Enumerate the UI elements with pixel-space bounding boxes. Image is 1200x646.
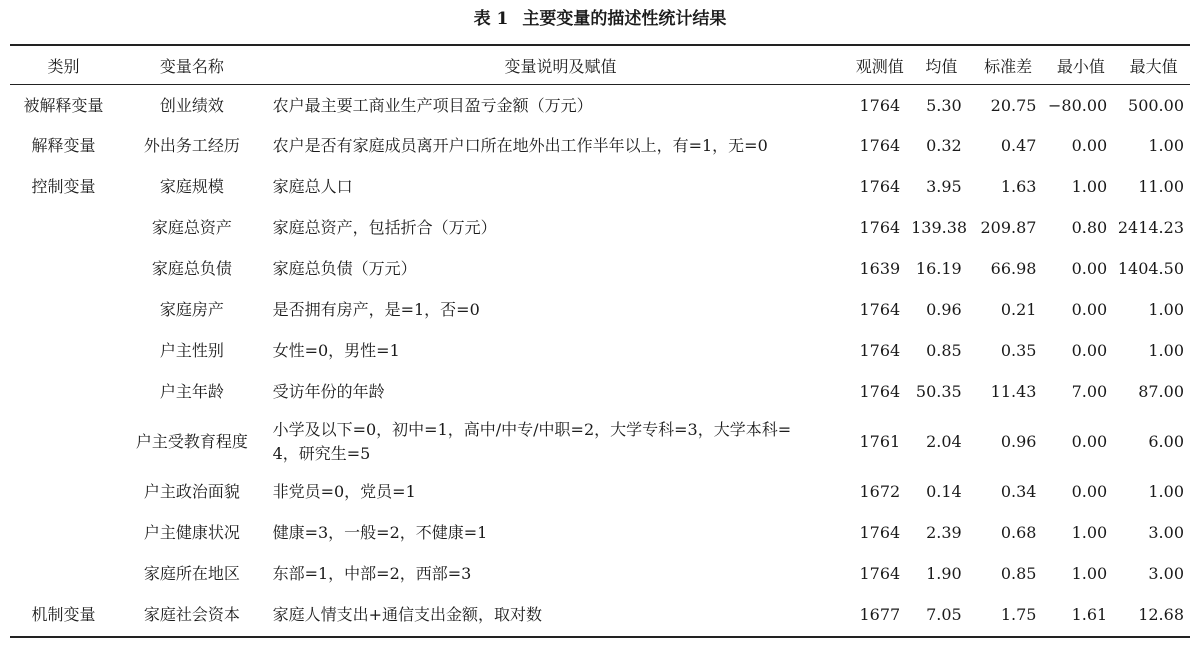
cell-obs: 1764 (859, 340, 901, 360)
cell-mean: 2.39 (926, 522, 962, 542)
cell-mean: 0.96 (926, 299, 962, 319)
cell-mean: 3.95 (926, 176, 962, 196)
cell-obs: 1764 (859, 522, 901, 542)
cell-min: 1.61 (1071, 604, 1108, 624)
cell-category (10, 471, 117, 512)
cell-variable: 户主性别 (159, 340, 224, 360)
cell-variable: 家庭社会资本 (143, 604, 240, 624)
cell-category: 控制变量 (31, 176, 96, 196)
cell-sd: 11.43 (990, 381, 1037, 401)
col-header-obs: 观测值 (855, 56, 904, 76)
cell-min: 0.00 (1071, 258, 1108, 278)
cell-obs: 1677 (859, 604, 901, 624)
col-header-category: 类别 (47, 56, 80, 76)
cell-obs: 1672 (859, 481, 901, 501)
cell-obs: 1764 (859, 176, 901, 196)
cell-category (10, 207, 117, 248)
cell-description: 家庭总人口 (272, 176, 353, 196)
cell-max: 3.00 (1148, 522, 1184, 542)
col-header-mean: 均值 (925, 56, 958, 76)
table-row (10, 125, 1190, 166)
cell-obs: 1761 (859, 431, 901, 451)
cell-mean: 2.04 (926, 431, 962, 451)
cell-mean: 0.14 (926, 481, 962, 501)
cell-category (10, 371, 117, 412)
cell-mean: 5.30 (926, 95, 962, 115)
cell-max: 500.00 (1128, 95, 1184, 115)
cell-category: 机制变量 (31, 604, 96, 624)
cell-obs: 1764 (859, 217, 901, 237)
cell-max: 12.68 (1138, 604, 1184, 624)
cell-description: 家庭总资产，包括折合（万元） (272, 217, 497, 237)
cell-sd: 1.75 (1000, 604, 1037, 624)
cell-variable: 家庭总负债 (151, 258, 232, 278)
statistics-table (10, 46, 1190, 635)
col-header-variable: 变量名称 (159, 56, 224, 76)
cell-description: 农户是否有家庭成员离开户口所在地外出工作半年以上，有=1，无=0 (272, 135, 768, 155)
cell-sd: 20.75 (990, 95, 1037, 115)
cell-max: 87.00 (1138, 381, 1184, 401)
col-header-min: 最小值 (1056, 56, 1105, 76)
cell-variable: 家庭所在地区 (143, 563, 240, 583)
cell-description: 受访年份的年龄 (272, 381, 385, 401)
cell-sd: 0.47 (1000, 135, 1037, 155)
table-row (10, 371, 1190, 412)
cell-max: 1.00 (1148, 135, 1184, 155)
cell-mean: 1.90 (926, 563, 962, 583)
cell-description: 家庭总负债（万元） (272, 258, 417, 278)
cell-max: 1.00 (1148, 340, 1184, 360)
table-row (10, 330, 1190, 371)
cell-variable: 户主政治面貌 (143, 481, 240, 501)
cell-obs: 1764 (859, 95, 901, 115)
table-row (10, 207, 1190, 248)
cell-max: 1404.50 (1117, 258, 1184, 278)
cell-mean: 139.38 (911, 217, 968, 237)
cell-description: 是否拥有房产，是=1，否=0 (272, 299, 480, 319)
col-header-description: 变量说明及赋值 (504, 56, 617, 76)
cell-category (10, 289, 117, 330)
cell-variable: 家庭总资产 (151, 217, 232, 237)
cell-sd: 0.34 (1000, 481, 1037, 501)
cell-variable: 户主健康状况 (143, 522, 240, 542)
table-row (10, 289, 1190, 330)
cell-variable: 外出务工经历 (143, 135, 240, 155)
table-caption: 主要变量的描述性统计结果 (522, 9, 727, 29)
cell-max: 1.00 (1148, 481, 1184, 501)
cell-min: −80.00 (1047, 95, 1108, 115)
cell-sd: 0.96 (1000, 431, 1037, 451)
cell-variable: 家庭房产 (159, 299, 224, 319)
cell-variable: 户主受教育程度 (135, 431, 248, 451)
table-row (10, 166, 1190, 207)
cell-sd: 66.98 (990, 258, 1037, 278)
cell-category (10, 248, 117, 289)
cell-sd: 0.35 (1000, 340, 1037, 360)
cell-description: 健康=3，一般=2，不健康=1 (272, 522, 488, 542)
cell-mean: 16.19 (915, 258, 962, 278)
cell-description-line: 4，研究生=5 (272, 443, 371, 463)
cell-variable: 户主年龄 (159, 381, 224, 401)
col-header-sd: 标准差 (984, 56, 1033, 76)
cell-mean: 7.05 (926, 604, 962, 624)
cell-min: 0.00 (1071, 481, 1108, 501)
cell-description (267, 412, 849, 471)
cell-sd: 0.21 (1000, 299, 1037, 319)
cell-category (10, 330, 117, 371)
cell-sd: 1.63 (1000, 176, 1037, 196)
header-row (10, 46, 1190, 84)
cell-obs: 1764 (859, 381, 901, 401)
cell-description: 非党员=0，党员=1 (272, 481, 416, 501)
cell-category (10, 553, 117, 594)
cell-mean: 0.85 (926, 340, 962, 360)
table-row (10, 594, 1190, 635)
cell-mean: 50.35 (915, 381, 962, 401)
cell-variable: 家庭规模 (159, 176, 224, 196)
cell-obs: 1764 (859, 135, 901, 155)
cell-min: 0.00 (1071, 135, 1108, 155)
cell-min: 0.80 (1071, 217, 1108, 237)
cell-max: 2414.23 (1117, 217, 1184, 237)
cell-max: 3.00 (1148, 563, 1184, 583)
cell-description: 家庭人情支出+通信支出金额，取对数 (272, 604, 543, 624)
cell-description-line: 小学及以下=0，初中=1，高中/中专/中职=2，大学专科=3，大学本科= (272, 419, 792, 439)
cell-category: 解释变量 (31, 135, 96, 155)
cell-sd: 209.87 (980, 217, 1037, 237)
table-row (10, 553, 1190, 594)
table-row (10, 412, 1190, 471)
cell-obs: 1764 (859, 299, 901, 319)
cell-obs: 1639 (859, 258, 901, 278)
cell-sd: 0.85 (1000, 563, 1037, 583)
table-title (0, 4, 1200, 34)
table-row (10, 512, 1190, 553)
cell-category (10, 512, 117, 553)
table-number: 表 1 (473, 9, 509, 29)
cell-variable: 创业绩效 (159, 95, 224, 115)
cell-mean: 0.32 (926, 135, 962, 155)
cell-min: 1.00 (1071, 176, 1108, 196)
table-row (10, 471, 1190, 512)
cell-min: 1.00 (1071, 522, 1108, 542)
cell-description: 东部=1，中部=2，西部=3 (272, 563, 472, 583)
cell-category: 被解释变量 (23, 95, 104, 115)
table-row (10, 84, 1190, 125)
cell-description: 女性=0，男性=1 (272, 340, 400, 360)
bottom-rule (10, 636, 1190, 638)
cell-sd: 0.68 (1000, 522, 1037, 542)
cell-min: 0.00 (1071, 431, 1108, 451)
cell-obs: 1764 (859, 563, 901, 583)
table-row (10, 248, 1190, 289)
cell-min: 1.00 (1071, 563, 1108, 583)
cell-category (10, 412, 117, 471)
col-header-max: 最大值 (1129, 56, 1178, 76)
cell-max: 6.00 (1148, 431, 1184, 451)
cell-min: 7.00 (1071, 381, 1108, 401)
cell-min: 0.00 (1071, 299, 1108, 319)
cell-min: 0.00 (1071, 340, 1108, 360)
cell-description: 农户最主要工商业生产项目盈亏金额（万元） (272, 95, 593, 115)
cell-max: 1.00 (1148, 299, 1184, 319)
cell-max: 11.00 (1138, 176, 1184, 196)
